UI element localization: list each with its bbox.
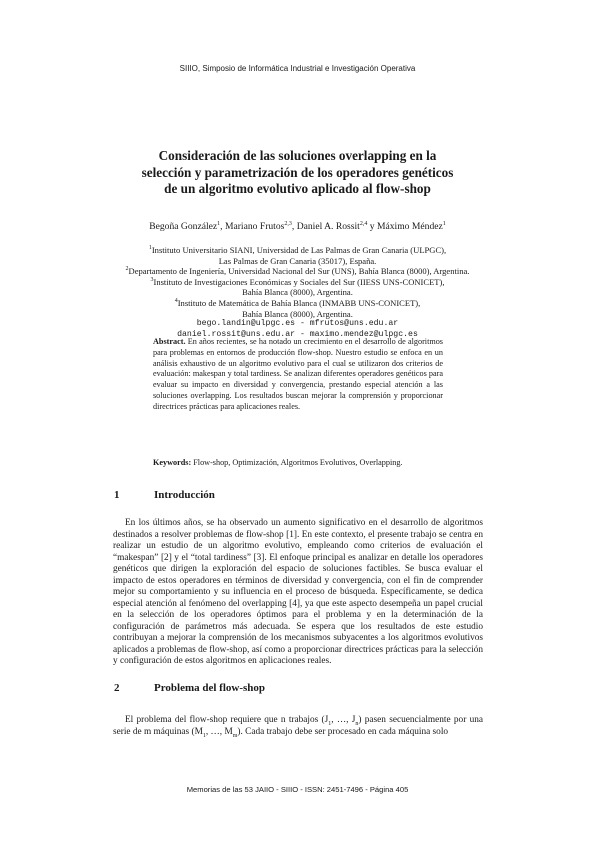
section-number: 1 <box>114 489 120 501</box>
running-header: SIIIO, Simposio de Informática Industrial e Investigación Operativa <box>179 64 416 73</box>
author-separator: , <box>291 221 297 232</box>
text-run: ). Cada trabajo debe ser procesado en cada máquina solo <box>237 726 449 737</box>
author-separator: , <box>220 221 225 232</box>
title-line: de un algoritmo evolutivo aplicado al flow-shop <box>164 181 431 197</box>
affiliation-number: 3 <box>150 276 154 283</box>
affiliation-text: Instituto de Matemática de Bahía Blanca (INMABB UNS-CONICET), <box>177 297 421 308</box>
section-heading-introduccion <box>114 489 484 503</box>
title-line: Consideración de las soluciones overlapping en la <box>158 148 437 163</box>
section-number: 2 <box>114 682 120 694</box>
email-line[interactable]: bego.landin@ulpgc.es - mfrutos@uns.edu.ar <box>196 319 399 329</box>
author-affil-ref: 1 <box>217 220 221 227</box>
affiliation-line: Las Palmas de Gran Canaria (35017), España. <box>218 255 377 266</box>
body-paragraph: En los últimos años, se ha observado un aumento significativo en el desarrollo de algoritmos destinados a resolver problemas de flow-shop [1]. En este contexto, el presente trabajo se centra en realizar un estudio de un algoritmo evolutivo, empleando como criterios de evaluación el “makespan” [2] y el “total tardiness” [3]. El enfoque principal es analizar en detalle los operadores genéticos que dirigen la exploración del espacio de soluciones factibles. Se busca evaluar el impacto de estos operadores en términos de diversidad y convergencia, con el fin de comprender mejor su comportamiento y su influencia en el proceso de búsqueda. Específicamente, se dedica especial atención al fenómeno del overlapping [4], ya que este aspecto desempeña un papel crucial en la selección de los operadores óptimos para el problema y en la determinación de la configuración de parámetros más adecuada. Se espera que los resultados de este estudio contribuyan a mejorar la comprensión de los mecanismos subyacentes a los algoritmos evolutivos aplicados a problemas de flow-shop, así como a proporcionar directrices prácticas para la selección y configuración de estos algoritmos en aplicaciones reales. <box>113 518 483 666</box>
affiliation-text: Departamento de Ingeniería, Universidad Nacional del Sur (UNS), Bahía Blanca (8000), Argentina. <box>128 266 470 277</box>
text-run: El problema del flow-shop requiere que n trabajos (J <box>125 715 329 725</box>
keywords <box>153 458 453 467</box>
affiliations <box>40 245 555 340</box>
author-affil-ref: 2,3 <box>284 220 292 227</box>
subscript: n <box>355 720 359 727</box>
keywords-label: Keywords: <box>153 458 192 467</box>
affiliation-line <box>40 266 555 277</box>
subscript: 1 <box>328 720 332 727</box>
keywords-text: Flow-shop, Optimización, Algoritmos Evolutivos, Overlapping. <box>191 458 403 467</box>
section-heading-flow-shop <box>114 682 484 696</box>
affiliation-line <box>40 245 555 256</box>
affiliation-line <box>40 277 555 288</box>
affiliation-text: Instituto de Investigaciones Económicas y Sociales del Sur (IIESS UNS-CONICET), <box>153 276 445 287</box>
affiliation-line <box>40 298 555 309</box>
title-line: selección y parametrización de los operadores genéticos <box>141 164 454 180</box>
affiliation-line: Bahía Blanca (8000), Argentina. <box>242 287 353 298</box>
author-name: Mariano Frutos <box>224 221 285 232</box>
text-run: , …, J <box>331 715 356 725</box>
affiliation-number: 1 <box>148 245 152 252</box>
abstract <box>153 337 443 412</box>
affiliation-number: 4 <box>174 298 178 305</box>
author-name: Máximo Méndez <box>376 221 443 232</box>
section-title: Introducción <box>154 489 215 501</box>
page-footer: Memorias de las 53 JAIIO - SIIIO - ISSN: 2451-7496 - Página 405 <box>186 785 409 794</box>
author-affil-ref: 2,4 <box>359 220 368 227</box>
affiliation-line: Bahía Blanca (8000), Argentina. <box>242 308 353 319</box>
author-name: Daniel A. Rossit <box>296 221 360 232</box>
text-run: ) pasen secuencialmente por una serie de m máquinas (M <box>113 715 483 737</box>
subscript: 1 <box>202 732 206 739</box>
abstract-label: Abstract. <box>153 337 186 346</box>
body-paragraph <box>113 715 483 738</box>
subscript: m <box>232 732 238 739</box>
author-affil-ref: 1 <box>442 220 446 227</box>
email-line[interactable]: daniel.rossit@uns.edu.ar - maximo.mendez@ulpgc.es <box>177 329 418 339</box>
section-title: Problema del flow-shop <box>154 682 266 694</box>
author-name: Begoña González <box>149 221 218 232</box>
abstract-text: En años recientes, se ha notado un crecimiento en el desarrollo de algoritmos para problemas en entornos de producción flow-shop. Nuestro estudio se enfoca en un análisis exhaustivo de un algoritmo evolutivo para el cual se utilizaron dos criterios de evaluación: makespan y total tardiness. Se analizan diferentes operadores genéticos para evaluar su impacto en diversidad y convergencia, prestando especial atención a las soluciones overlapping. Los resultados buscan mejorar la comprensión y proporcionar directrices prácticas para aplicaciones reales. <box>153 337 443 411</box>
author-list <box>60 221 535 232</box>
affiliation-number: 2 <box>125 266 129 273</box>
text-run: , …, M <box>205 726 233 737</box>
author-conjunction: y <box>367 221 377 232</box>
paper-title <box>110 148 485 198</box>
affiliation-text: Instituto Universitario SIANI, Universidad de Las Palmas de Gran Canaria (ULPGC), <box>151 245 447 255</box>
